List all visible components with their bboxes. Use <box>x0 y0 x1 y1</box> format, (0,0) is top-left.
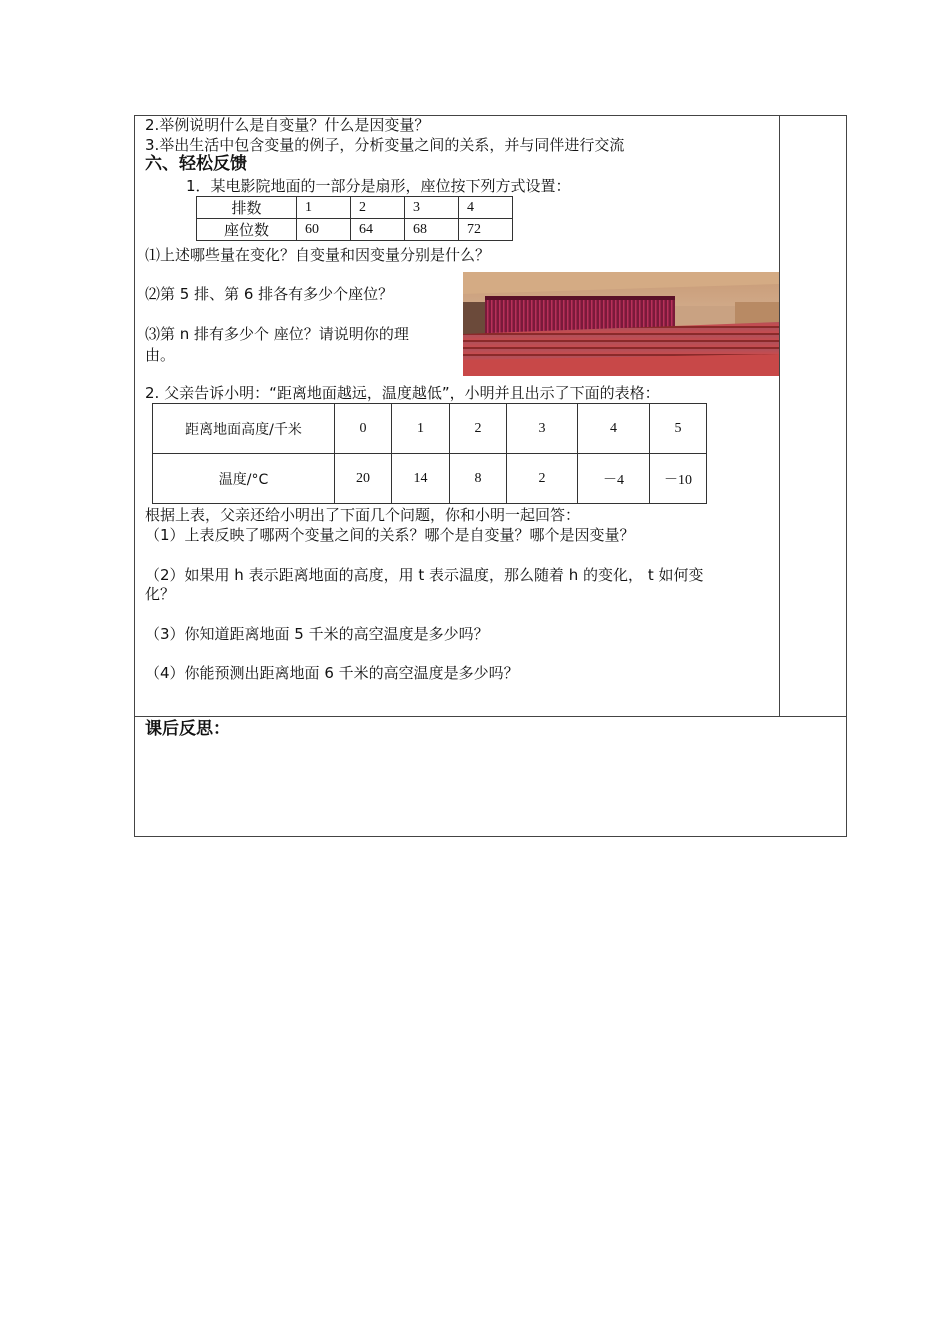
table-header-cell: 距离地面高度/千米 <box>153 404 335 454</box>
table-cell: 60 <box>297 219 351 241</box>
table-cell: 20 <box>335 454 392 504</box>
table-cell: 3 <box>405 197 459 219</box>
problem2-q2-line1: （2）如果用 h 表示距离地面的高度，用 t 表示温度，那么随着 h 的变化， t 如何变 <box>145 566 704 584</box>
table-header-cell: 排数 <box>197 197 297 219</box>
problem2-q4: （4）你能预测出距离地面 6 千米的高空温度是多少吗？ <box>145 664 519 682</box>
table-header-cell: 温度/°C <box>153 454 335 504</box>
problem2-q3: （3）你知道距离地面 5 千米的高空温度是多少吗？ <box>145 625 489 643</box>
problem2-q1: （1）上表反映了哪两个变量之间的关系？哪个是自变量？哪个是因变量？ <box>145 526 635 544</box>
problem2-q2-line2: 化？ <box>145 585 176 603</box>
problem1-q1: ⑴上述哪些量在变化？自变量和因变量分别是什么？ <box>145 246 491 264</box>
problem1-q3-line2: 由。 <box>145 346 176 364</box>
table-cell: 0 <box>335 404 392 454</box>
problem1-q3-line1: ⑶第 n 排有多少个 座位？请说明你的理 <box>145 325 409 343</box>
seating-table <box>196 196 513 241</box>
table-cell: 1 <box>297 197 351 219</box>
table-cell: 5 <box>650 404 707 454</box>
column-divider <box>779 115 780 717</box>
table-cell: 64 <box>351 219 405 241</box>
cinema-photo-illustration <box>463 272 779 376</box>
table-cell: 8 <box>450 454 507 504</box>
problem1-q2: ⑵第 5 排、第 6 排各有多少个座位？ <box>145 285 394 303</box>
temperature-table <box>152 403 707 504</box>
table-cell: 14 <box>392 454 450 504</box>
table-cell: 4 <box>459 197 513 219</box>
table-row <box>197 219 513 241</box>
question-2: 2.举例说明什么是自变量？什么是因变量？ <box>145 116 430 134</box>
table-cell: 2 <box>507 454 578 504</box>
row-divider <box>134 716 847 717</box>
section-title: 六、轻松反馈 <box>145 154 247 174</box>
reflection-label: 课后反思： <box>145 719 230 739</box>
table-cell: 68 <box>405 219 459 241</box>
problem2-lead: 根据上表，父亲还给小明出了下面几个问题，你和小明一起回答： <box>145 506 581 524</box>
table-cell: －10 <box>650 454 707 504</box>
table-cell: 72 <box>459 219 513 241</box>
table-header-cell: 座位数 <box>197 219 297 241</box>
table-cell: 3 <box>507 404 578 454</box>
table-cell: 2 <box>351 197 405 219</box>
question-3: 3.举出生活中包含变量的例子，分析变量之间的关系，并与同伴进行交流 <box>145 136 625 154</box>
table-row <box>153 454 707 504</box>
table-cell: 4 <box>578 404 650 454</box>
table-cell: 1 <box>392 404 450 454</box>
problem1-intro: 1．某电影院地面的一部分是扇形，座位按下列方式设置： <box>186 177 571 195</box>
table-row <box>153 404 707 454</box>
table-cell: 2 <box>450 404 507 454</box>
table-cell: －4 <box>578 454 650 504</box>
cinema-photo <box>463 272 779 376</box>
table-row <box>197 197 513 219</box>
problem2-intro: 2. 父亲告诉小明：“距离地面越远，温度越低”，小明并且出示了下面的表格： <box>145 384 660 402</box>
